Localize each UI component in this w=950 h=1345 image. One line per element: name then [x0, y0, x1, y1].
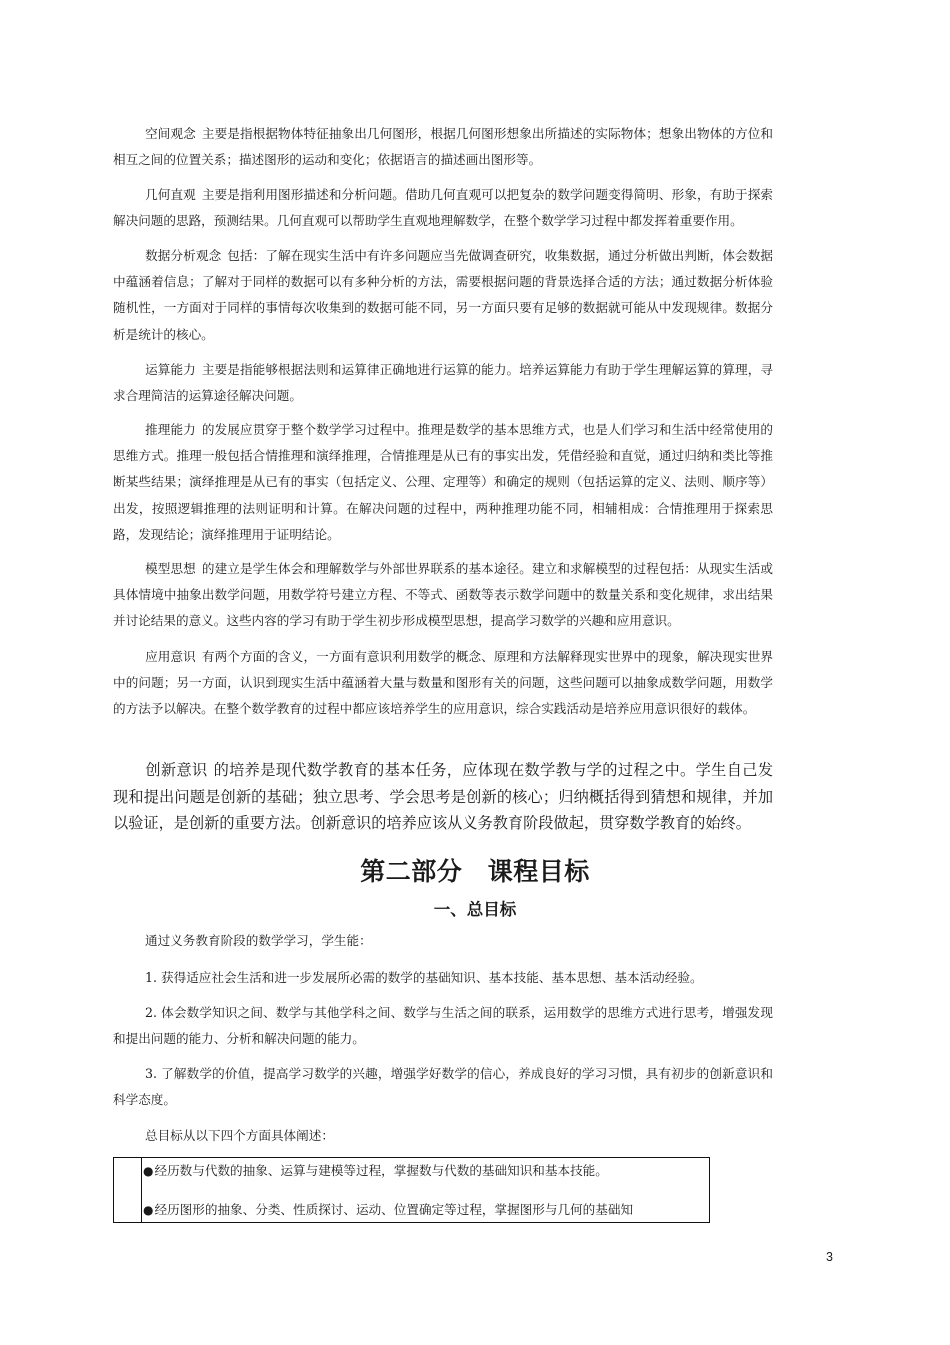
bullet-icon: ●: [143, 1203, 154, 1217]
paragraph-computation: [113, 357, 773, 409]
goal-item: [113, 965, 773, 991]
term-spatial-concept: 空间观念: [145, 126, 196, 141]
table-row: [143, 1162, 608, 1180]
goal-item: [113, 1000, 773, 1052]
term-geometric-intuition: 几何直观: [145, 187, 196, 202]
term-reasoning: 推理能力: [145, 422, 196, 437]
paragraph-geometric-intuition: [113, 182, 773, 234]
term-modeling: 模型思想: [145, 561, 196, 576]
paragraph-innovation: [113, 757, 773, 837]
table-row: [143, 1201, 633, 1219]
paragraph-text: 有两个方面的含义，一方面有意识利用数学的概念、原理和方法解释现实世界中的现象，解决现实世界中的问题；另一方面，认识到现实生活中蕴涵着大量与数量和图形有关的问题，这些问题可以抽象成数学问题，用数学的方法予以解决。在整个数学教育的过程中都应该培养学生的应用意识，综合实践活动是培养应用意识很好的载体。: [113, 649, 774, 717]
bullet-icon: ●: [143, 1164, 154, 1178]
paragraph-text: 主要是指利用图形描述和分析问题。借助几何直观可以把复杂的数学问题变得简明、形象，有助于探索解决问题的思路，预测结果。几何直观可以帮助学生直观地理解数学，在整个数学学习过程中都发挥着重要作用。: [113, 187, 774, 229]
paragraph-text: 的建立是学生体会和理解数学与外部世界联系的基本途径。建立和求解模型的过程包括：从现实生活或具体情境中抽象出数学问题，用数学符号建立方程、不等式、函数等表示数学问题中的数量关系和变化规律，求出结果并讨论结果的意义。这些内容的学习有助于学生初步形成模型思想，提高学习数学的兴趣和应用意识。: [113, 561, 774, 629]
goal-item: [113, 1061, 773, 1113]
table-left-column: [114, 1158, 142, 1222]
table-row-text: 经历数与代数的抽象、运算与建模等过程，掌握数与代数的基础知识和基本技能。: [154, 1163, 608, 1178]
section-title: 一、总目标: [433, 900, 517, 919]
paragraph-data-analysis: [113, 243, 773, 348]
paragraph-text: 的培养是现代数学教育的基本任务，应体现在数学教与学的过程之中。学生自己发现和提出问题是创新的基础；独立思考、学会思考是创新的核心；归纳概括得到猜想和规律，并加以验证，是创新的重要方法。创新意识的培养应该从义务教育阶段做起，贯穿数学教育的始终。: [113, 761, 774, 832]
goal-text: 1. 获得适应社会生活和进一步发展所必需的数学的基础知识、基本技能、基本思想、基本活动经验。: [145, 970, 703, 985]
paragraph-text: 包括：了解在现实生活中有许多问题应当先做调查研究，收集数据，通过分析做出判断，体会数据中蕴涵着信息；了解对于同样的数据可以有多种分析的方法，需要根据问题的背景选择合适的方法；通过数据分析体验随机性，一方面对于同样的事情每次收集到的数据可能不同，另一方面只要有足够的数据就可能从中发现规律。数据分析是统计的核心。: [113, 248, 774, 342]
table-row-text: 经历图形的抽象、分类、性质探讨、运动、位置确定等过程，掌握图形与几何的基础知: [154, 1202, 634, 1217]
goals-table: [113, 1157, 710, 1223]
goal-text: 3. 了解数学的价值，提高学习数学的兴趣，增强学好数学的信心，养成良好的学习习惯，具有初步的创新意识和科学态度。: [113, 1066, 773, 1108]
paragraph-application: [113, 644, 773, 723]
part-title: 第二部分 课程目标: [360, 857, 590, 886]
paragraph-spatial-concept: [113, 121, 773, 173]
paragraph-text: 的发展应贯穿于整个数学学习过程中。推理是数学的基本思维方式，也是人们学习和生活中经常使用的思维方式。推理一般包括合情推理和演绎推理，合情推理是从已有的事实出发，凭借经验和直觉，通过归纳和类比等推断某些结果；演绎推理是从已有的事实（包括定义、公理、定理等）和确定的规则（包括运算的定义、法则、顺序等）出发，按照逻辑推理的法则证明和计算。在解决问题的过程中，两种推理功能不同，相辅相成：合情推理用于探索思路，发现结论；演绎推理用于证明结论。: [113, 422, 774, 542]
paragraph-text: 主要是指能够根据法则和运算律正确地进行运算的能力。培养运算能力有助于学生理解运算的算理，寻求合理简洁的运算途径解决问题。: [113, 362, 774, 404]
goals-summary: 总目标从以下四个方面具体阐述：: [145, 1128, 334, 1143]
term-application: 应用意识: [145, 649, 196, 664]
goal-text: 2. 体会数学知识之间、数学与其他学科之间、数学与生活之间的联系，运用数学的思维方式进行思考，增强发现和提出问题的能力、分析和解决问题的能力。: [113, 1005, 773, 1047]
term-data-analysis: 数据分析观念: [145, 248, 222, 263]
paragraph-reasoning: [113, 417, 773, 548]
page-number: 3: [826, 1250, 833, 1264]
term-innovation: 创新意识: [145, 761, 208, 779]
goals-intro: 通过义务教育阶段的数学学习，学生能：: [145, 933, 372, 948]
paragraph-modeling: [113, 556, 773, 635]
paragraph-text: 主要是指根据物体特征抽象出几何图形，根据几何图形想象出所描述的实际物体；想象出物体的方位和相互之间的位置关系；描述图形的运动和变化；依据语言的描述画出图形等。: [113, 126, 774, 168]
term-computation: 运算能力: [145, 362, 196, 377]
